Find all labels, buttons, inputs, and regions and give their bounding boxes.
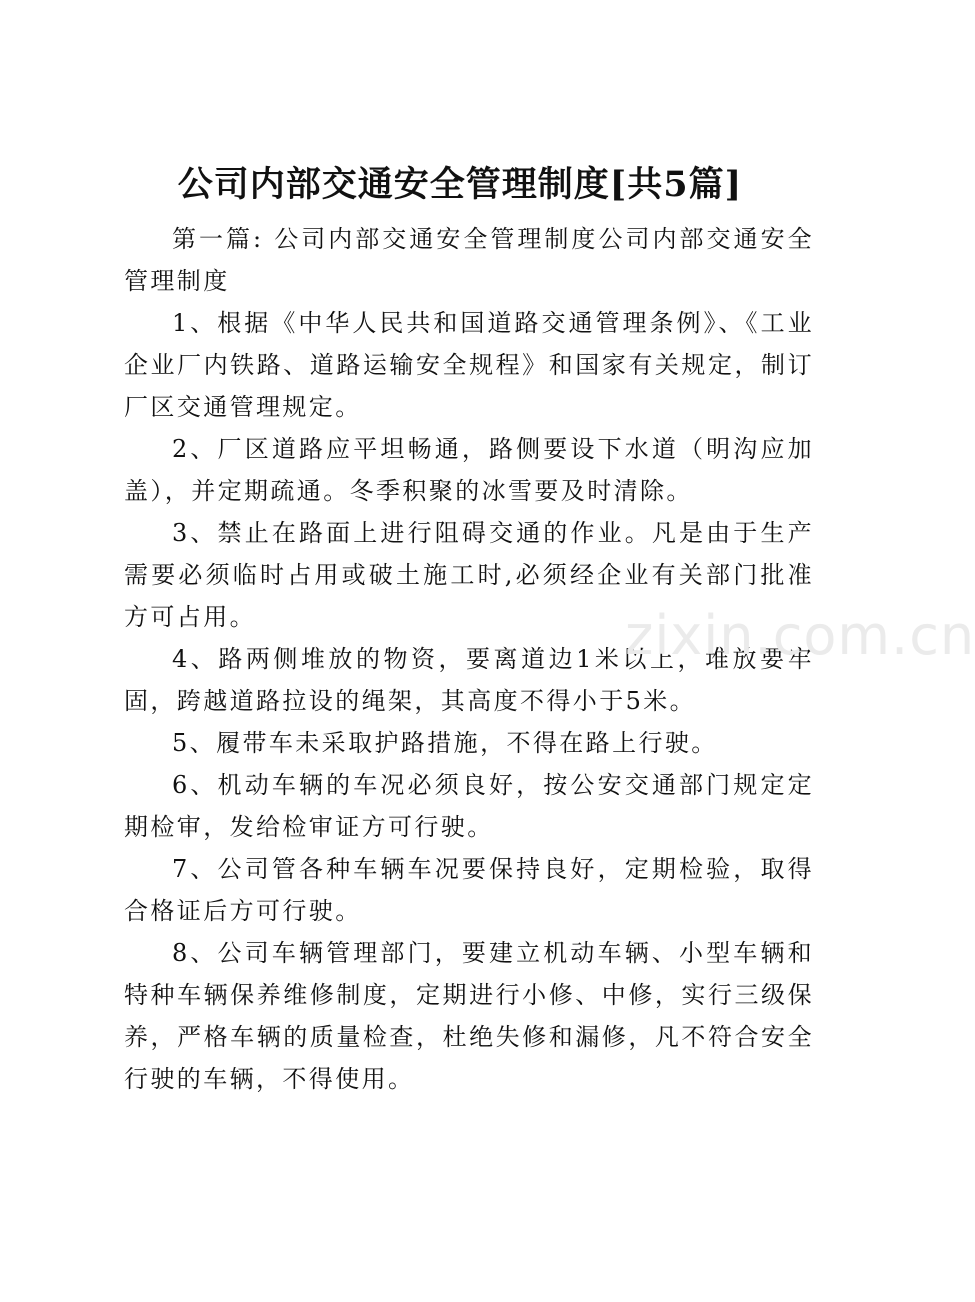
- paragraph-item-1: 1、根据《中华人民共和国道路交通管理条例》、《工业企业厂内铁路、道路运输安全规程》和国家有关规定，制订厂区交通管理规定。: [124, 309, 814, 421]
- paragraph-item-2: 2、厂区道路应平坦畅通，路侧要设下水道（明沟应加盖），并定期疏通。冬季积聚的冰雪要及时清除。: [124, 435, 814, 505]
- document-title: 公司内部交通安全管理制度[共5篇]: [177, 164, 743, 205]
- paragraph-intro: 第一篇: 公司内部交通安全管理制度公司内部交通安全管理制度: [124, 225, 814, 295]
- paragraph-item-3: 3、禁止在路面上进行阻碍交通的作业。凡是由于生产需要必须临时占用或破土施工时,必须经企业有关部门批准方可占用。: [124, 519, 814, 631]
- document-body: [124, 218, 814, 1100]
- paragraph-item-5: 5、履带车未采取护路措施，不得在路上行驶。: [172, 729, 718, 757]
- watermark: zixin.com.cn: [625, 604, 975, 667]
- paragraph-item-7: 7、公司管各种车辆车况要保持良好，定期检验，取得合格证后方可行驶。: [124, 855, 814, 925]
- paragraph-item-8: 8、公司车辆管理部门，要建立机动车辆、小型车辆和特种车辆保养维修制度，定期进行小修、中修，实行三级保养，严格车辆的质量检查，杜绝失修和漏修，凡不符合安全行驶的车辆，不得使用。: [124, 939, 814, 1093]
- paragraph-item-6: 6、机动车辆的车况必须良好，按公安交通部门规定定期检审，发给检审证方可行驶。: [124, 771, 814, 841]
- paragraph-item-4: 4、路两侧堆放的物资，要离道边1米以上，堆放要牢固，跨越道路拉设的绳架，其高度不得小于5米。: [124, 645, 814, 715]
